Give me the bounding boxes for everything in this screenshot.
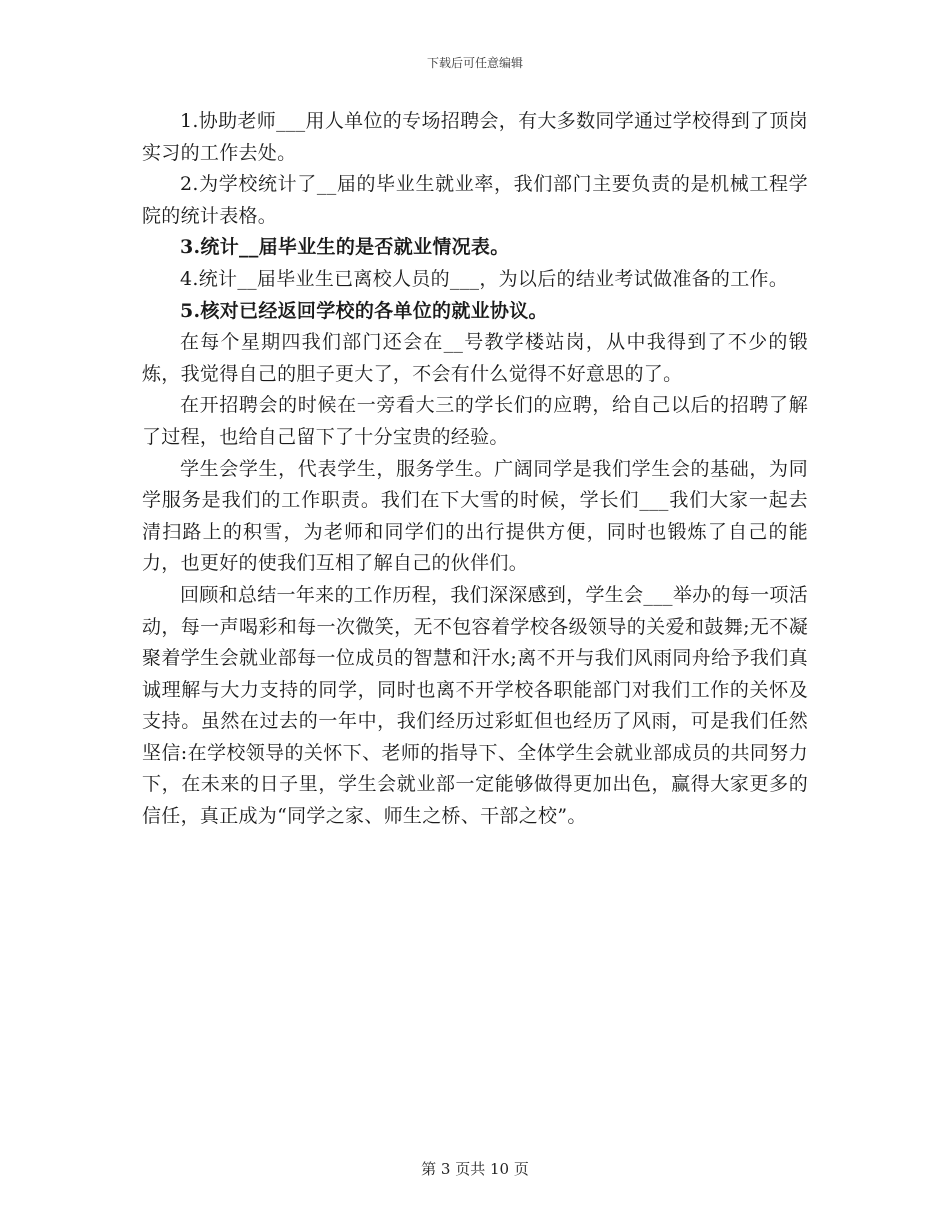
paragraph-item-5: 5.核对已经返回学校的各单位的就业协议。 xyxy=(180,299,548,322)
paragraph-job-fair: 在开招聘会的时候在一旁看大三的学长们的应聘，给自己以后的招聘了解了过程，也给自己留下了十分宝贵的经验。 xyxy=(142,394,808,448)
paragraph-item-2: 2.为学校统计了__届的毕业生就业率，我们部门主要负责的是机械工程学院的统计表格。 xyxy=(142,173,808,227)
paragraph-item-1: 1.协助老师___用人单位的专场招聘会，有大多数同学通过学校得到了顶岗实习的工作去处。 xyxy=(142,110,808,164)
paragraph-student-union: 学生会学生，代表学生，服务学生。广阔同学是我们学生会的基础，为同学服务是我们的工作职责。我们在下大雪的时候，学长们___我们大家一起去清扫路上的积雪，为老师和同学们的出行提供方便，同时也锻炼了自己的能力，也更好的使我们互相了解自己的伙伴们。 xyxy=(142,457,808,575)
page-footer: 第 3 页共 10 页 xyxy=(421,1160,529,1178)
document-body xyxy=(142,106,808,833)
paragraph-duty-station: 在每个星期四我们部门还会在__号教学楼站岗，从中我得到了不少的锻炼，我觉得自己的胆子更大了，不会有什么觉得不好意思的了。 xyxy=(142,331,808,385)
paragraph-item-3: 3.统计__届毕业生的是否就业情况表。 xyxy=(180,236,510,259)
paragraph-summary: 回顾和总结一年来的工作历程，我们深深感到，学生会___举办的每一项活动，每一声喝彩和每一次微笑，无不包容着学校各级领导的关爱和鼓舞;无不凝聚着学生会就业部每一位成员的智慧和汗水;离不开与我们风雨同舟给予我们真诚理解与大力支持的同学，同时也离不开学校各职能部门对我们工作的关怀及支持。虽然在过去的一年中，我们经历过彩虹但也经历了风雨，可是我们任然坚信:在学校领导的关怀下、老师的指导下、全体学生会就业部成员的共同努力下，在未来的日子里，学生会就业部一定能够做得更加出色，赢得大家更多的信任，真正成为“同学之家、师生之桥、干部之校”。 xyxy=(142,583,808,828)
page-header: 下载后可任意编辑 xyxy=(426,56,523,70)
paragraph-item-4: 4.统计__届毕业生已离校人员的___，为以后的结业考试做准备的工作。 xyxy=(180,267,789,290)
